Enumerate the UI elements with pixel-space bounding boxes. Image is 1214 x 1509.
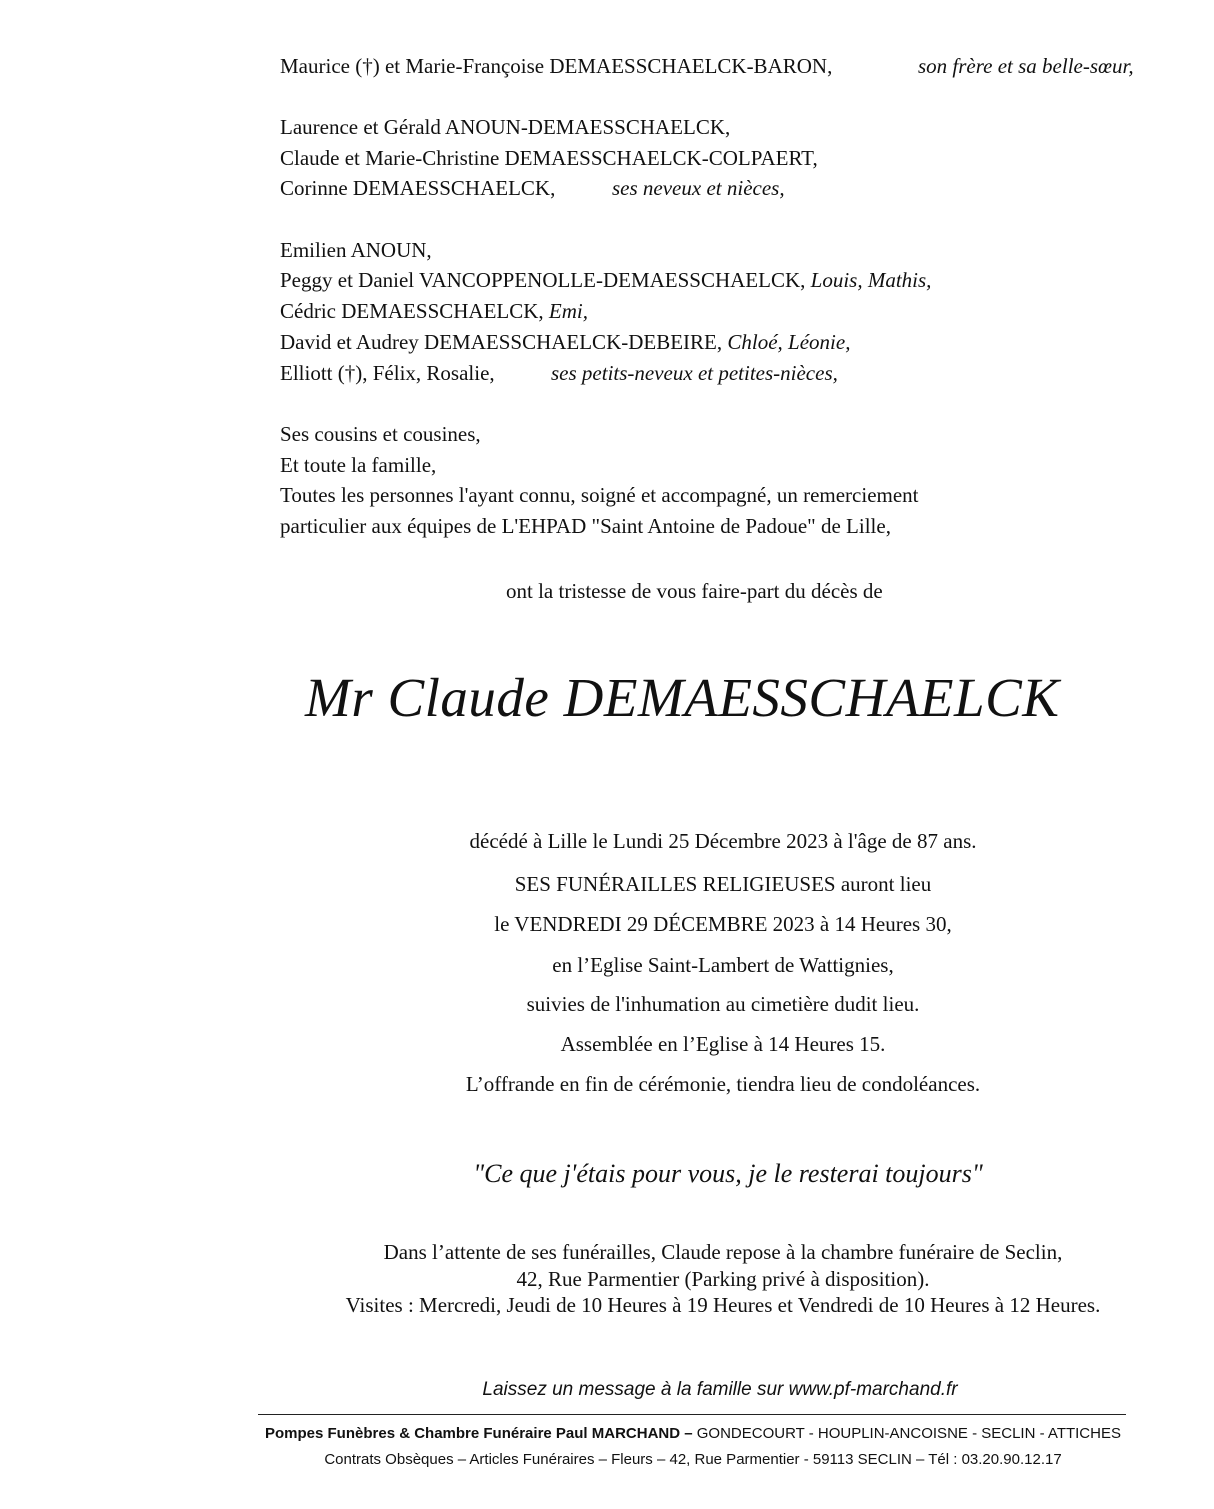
others-line: particulier aux équipes de L'EHPAD "Saint Antoine de Padoue" de Lille,: [280, 514, 891, 538]
detail-line: le VENDREDI 29 DÉCEMBRE 2023 à 14 Heures 30,: [494, 912, 952, 936]
grand-names: Peggy et Daniel VANCOPPENOLLE-DEMAESSCHAELCK,: [280, 268, 806, 292]
sibling-relation: son frère et sa belle-sœur,: [918, 54, 1134, 78]
footer-services: Contrats Obsèques – Articles Funéraires – Fleurs – 42, Rue Parmentier - 59113 SECLIN – Tél : 03.20.90.12.17: [324, 1451, 1062, 1468]
visit-line: 42, Rue Parmentier (Parking privé à disposition).: [516, 1267, 930, 1291]
nephew-line: Laurence et Gérald ANOUN-DEMAESSCHAELCK,: [280, 115, 731, 139]
others-line: Et toute la famille,: [280, 453, 437, 477]
grand-line: [280, 237, 432, 263]
visit-line: Dans l’attente de ses funérailles, Claude repose à la chambre funéraire de Seclin,: [383, 1240, 1063, 1264]
message-link[interactable]: Laissez un message à la famille sur www.pf-marchand.fr: [482, 1379, 958, 1400]
nephew-line-last: Corinne DEMAESSCHAELCK,: [280, 176, 556, 200]
grand-line: [280, 267, 931, 293]
visit-line: Visites : Mercredi, Jeudi de 10 Heures à 19 Heures et Vendredi de 10 Heures à 12 Heures.: [345, 1293, 1101, 1317]
detail-line: SES FUNÉRAILLES RELIGIEUSES auront lieu: [514, 872, 932, 896]
grand-line-last: Elliott (†), Félix, Rosalie,: [280, 361, 495, 385]
others-line: Ses cousins et cousines,: [280, 422, 481, 446]
detail-line: décédé à Lille le Lundi 25 Décembre 2023 à l'âge de 87 ans.: [469, 829, 977, 853]
grand-kids: Chloé, Léonie,: [727, 330, 851, 354]
others-line: Toutes les personnes l'ayant connu, soigné et accompagné, un remerciement: [280, 483, 919, 507]
footer-locations: GONDECOURT - HOUPLIN-ANCOISNE - SECLIN - ATTICHES: [692, 1425, 1121, 1442]
detail-line: en l’Eglise Saint-Lambert de Wattignies,: [552, 953, 894, 977]
quote: "Ce que j'étais pour vous, je le resterai toujours": [473, 1159, 983, 1188]
grand-kids: Emi,: [548, 299, 588, 323]
grand-names: David et Audrey DEMAESSCHAELCK-DEBEIRE,: [280, 330, 723, 354]
sibling-names: Maurice (†) et Marie-Françoise DEMAESSCHAELCK-BARON,: [280, 54, 833, 78]
sibling-line: [280, 53, 832, 79]
grand-relation: ses petits-neveux et petites-nièces,: [551, 361, 838, 385]
nephews-relation: ses neveux et nièces,: [612, 176, 785, 200]
grand-names: Cédric DEMAESSCHAELCK,: [280, 299, 544, 323]
detail-line: Assemblée en l’Eglise à 14 Heures 15.: [560, 1032, 886, 1056]
grand-kids: Louis, Mathis,: [810, 268, 932, 292]
footer-company: Pompes Funèbres & Chambre Funéraire Paul MARCHAND –: [265, 1425, 693, 1442]
deceased-name: Mr Claude DEMAESSCHAELCK: [305, 667, 1060, 728]
announcement: ont la tristesse de vous faire-part du décès de: [506, 579, 883, 603]
footer-company-line: [0, 1425, 1214, 1442]
nephew-line: Claude et Marie-Christine DEMAESSCHAELCK-COLPAERT,: [280, 146, 818, 170]
grand-line: [280, 298, 588, 324]
grand-line: [280, 329, 850, 355]
detail-line: L’offrande en fin de cérémonie, tiendra lieu de condoléances.: [465, 1072, 981, 1096]
grand-names: Emilien ANOUN,: [280, 238, 432, 262]
footer-divider: [258, 1414, 1126, 1415]
detail-line: suivies de l'inhumation au cimetière dudit lieu.: [526, 992, 920, 1016]
